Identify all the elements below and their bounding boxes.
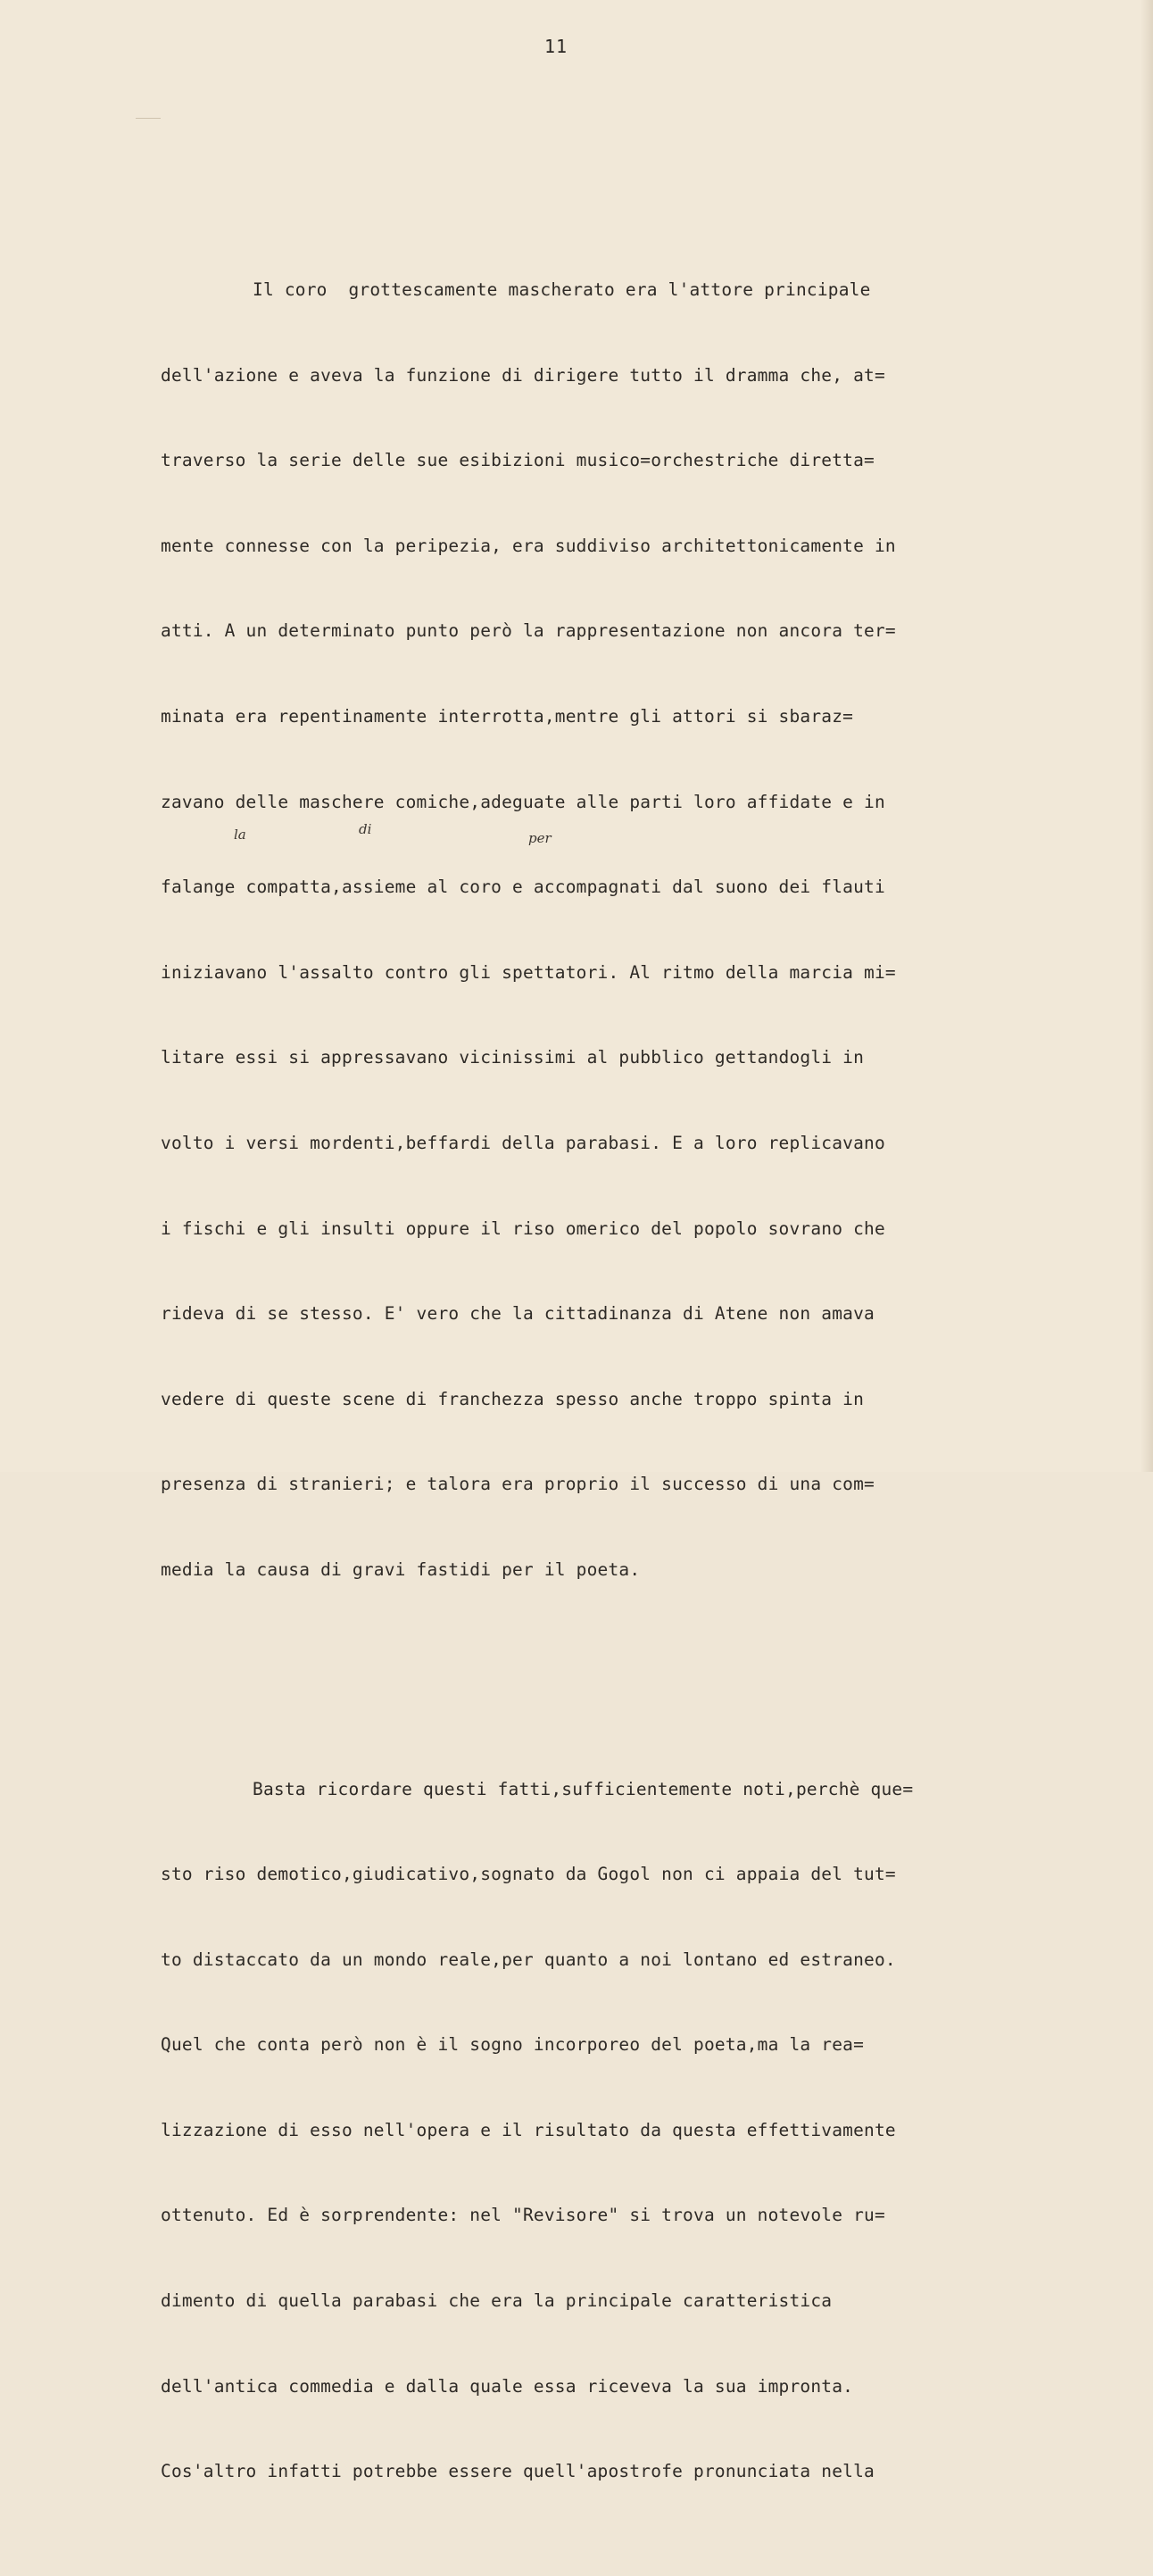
text-line: dimento di quella parabasi che era la principale caratteristica (161, 2290, 833, 2312)
text-line: rideva di se stesso. E' vero che la cittadinanza di Atene non amava (161, 1303, 875, 1325)
text-line: Cos'altro infatti potrebbe essere quell'apostrofe pronunciata nella (161, 2461, 875, 2482)
text-line: i fischi e gli insulti oppure il riso omerico del popolo sovrano che (161, 1217, 885, 1239)
typed-text (161, 186, 1098, 2576)
text-line: ottenuto. Ed è sorprendente: nel "Revisore" si trova un notevole ru= (161, 2205, 885, 2226)
text-line: litare essi si appressavano vicinissimi al pubblico gettandogli in (161, 1047, 865, 1068)
page-number: 11 (544, 36, 568, 57)
handwritten-annotation-di: di (359, 821, 372, 837)
text-line: Quel che conta però non è il sogno incorporeo del poeta,ma la rea= (161, 2034, 865, 2056)
text-line: sto riso demotico,giudicativo,sognato da Gogol non ci appaia del tut= (161, 1864, 896, 1885)
handwritten-annotation-per: per (528, 830, 552, 846)
handwritten-annotation-la: la (234, 827, 246, 843)
text-line: mente connesse con la peripezia, era suddiviso architettonicamente in (161, 535, 896, 556)
text-line: presenza di stranieri; e talora era proprio il successo di una com= (161, 1474, 875, 1495)
text-line: traverso la serie delle sue esibizioni musico=orchestriche diretta= (161, 450, 875, 471)
paragraph-gap (161, 1674, 1098, 1685)
text-line: zavano delle maschere comiche,adeguate alle parti loro affidate e in (161, 791, 885, 812)
paragraph-1 (161, 227, 1098, 1633)
text-line: iniziavano l'assalto contro gli spettatori. Al ritmo della marcia mi= (161, 961, 896, 983)
text-line: dell'antica commedia e dalla quale essa riceveva la sua impronta. (161, 2375, 854, 2397)
text-line: falange compatta,assieme al coro e accompagnati dal suono dei flauti (161, 877, 885, 898)
text-line: dell'azione e aveva la funzione di dirigere tutto il dramma che, at= (161, 364, 885, 386)
text-line: volto i versi mordenti,beffardi della parabasi. E a loro replicavano (161, 1132, 885, 1153)
text-line: Il coro grottescamente mascherato era l'attore principale (253, 279, 871, 300)
text-line: to distaccato da un mondo reale,per quanto a noi lontano ed estraneo. (161, 1949, 896, 1970)
page-edge-shadow (1141, 0, 1153, 1472)
text-line: media la causa di gravi fastidi per il poeta. (161, 1558, 641, 1580)
text-line: lizzazione di esso nell'opera e il risultato da questa effettivamente (161, 2119, 896, 2140)
paper-mark (136, 118, 161, 119)
paragraph-2 (161, 1726, 1098, 2535)
text-line: vedere di queste scene di franchezza spesso anche troppo spinta in (161, 1388, 865, 1409)
text-line: atti. A un determinato punto però la rappresentazione non ancora ter= (161, 620, 896, 642)
text-line: Basta ricordare questi fatti,sufficientemente noti,perchè que= (253, 1778, 914, 1799)
text-line: minata era repentinamente interrotta,mentre gli attori si sbaraz= (161, 705, 854, 727)
